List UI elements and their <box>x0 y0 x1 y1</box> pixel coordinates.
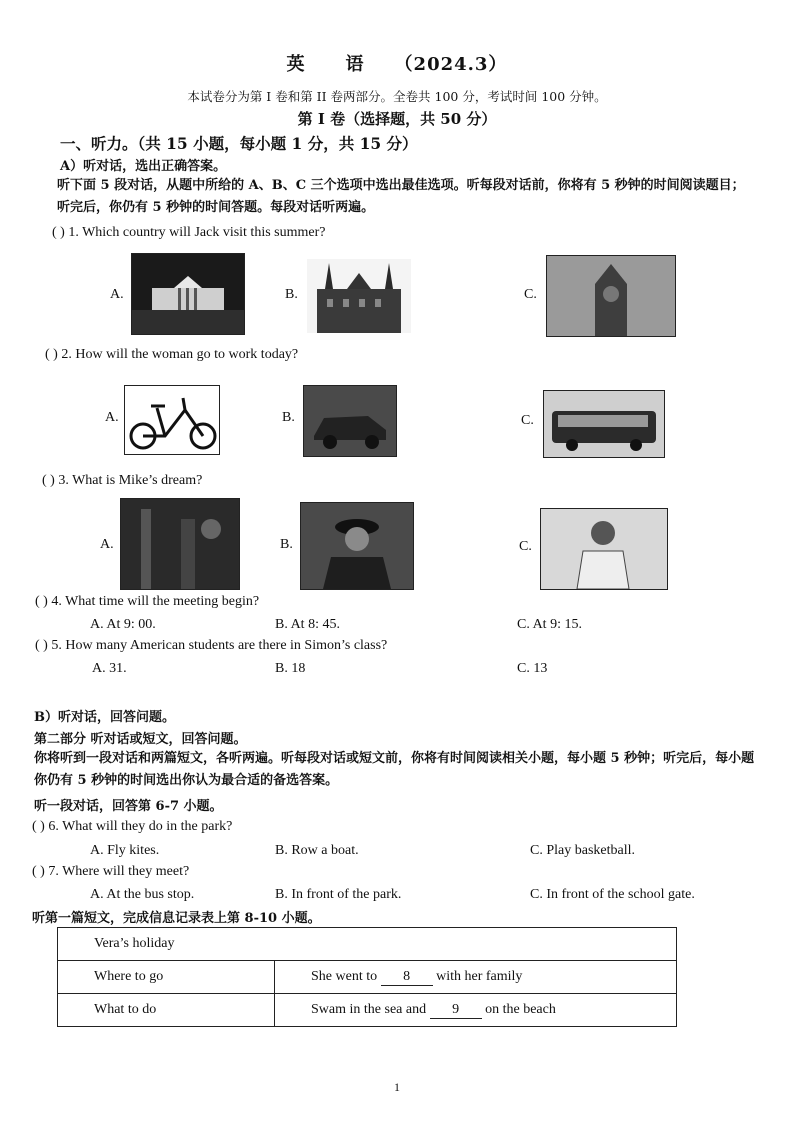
q3-option-b-label: B. <box>280 537 293 552</box>
question-1 <box>52 225 325 241</box>
row-value-cell <box>275 961 677 994</box>
q1-option-c-label: C. <box>524 287 537 302</box>
section-listening-title: 一、听力。（共 15 小题，每小题 1 分，共 15 分） <box>60 134 418 153</box>
question-6 <box>32 819 232 835</box>
part-two-title: 第二部分 听对话或短文，回答问题。 <box>34 732 247 747</box>
question-text: 3. What is Mike’s dream? <box>58 473 203 488</box>
row-suffix: with her family <box>436 968 523 984</box>
car-icon <box>304 386 396 456</box>
q3-option-c-image[interactable] <box>540 508 668 590</box>
q7-option-a[interactable]: A. At the bus stop. <box>90 887 195 902</box>
q3-option-a-label: A. <box>100 537 114 552</box>
subject-char-1: 英 <box>286 54 306 75</box>
q6-option-c[interactable]: C. Play basketball. <box>530 843 635 858</box>
info-record-table <box>57 927 677 1027</box>
answer-paren[interactable]: ( ) <box>32 819 45 834</box>
answer-paren[interactable]: ( ) <box>45 347 58 362</box>
table-row <box>58 961 677 994</box>
question-3 <box>42 473 202 489</box>
q2-option-a-image[interactable] <box>124 385 220 455</box>
bicycle-icon <box>125 386 219 454</box>
musician-photo-icon <box>121 499 239 589</box>
row-value-cell <box>275 994 677 1027</box>
row-label-cell: Where to go <box>58 961 275 994</box>
answer-blank-8[interactable]: 8 <box>381 969 433 986</box>
q1-option-a-image[interactable] <box>131 253 245 335</box>
table-header-cell: Vera’s holiday <box>58 928 677 961</box>
question-text: 4. What time will the meeting begin? <box>51 594 260 609</box>
q6-option-b[interactable]: B. Row a boat. <box>275 843 359 858</box>
question-text: 6. What will they do in the park? <box>48 819 233 834</box>
exam-intro: 本试卷分为第 I 卷和第 II 卷两部分。全卷共 100 分，考试时间 100 分钟。 <box>187 89 607 104</box>
exam-date: （2024.3） <box>394 54 508 75</box>
q2-option-b-label: B. <box>282 410 295 425</box>
exam-title <box>0 50 794 76</box>
question-5 <box>35 638 387 654</box>
police-officer-icon <box>301 503 413 589</box>
q2-option-b-image[interactable] <box>303 385 397 457</box>
big-ben-icon <box>547 256 675 336</box>
subject-char-2: 语 <box>345 54 365 75</box>
q7-option-c[interactable]: C. In front of the school gate. <box>530 887 695 902</box>
q5-option-b[interactable]: B. 18 <box>275 661 306 676</box>
q4-option-b[interactable]: B. At 8: 45. <box>275 617 340 632</box>
q2-option-c-image[interactable] <box>543 390 665 458</box>
q2-option-c-label: C. <box>521 413 534 428</box>
q1-option-b-image[interactable] <box>306 258 412 334</box>
kremlin-museum-icon <box>307 259 411 333</box>
question-text: 7. Where will they meet? <box>48 864 190 879</box>
table-row <box>58 928 677 961</box>
dialog-title: 听一段对话，回答第 6-7 小题。 <box>34 799 223 814</box>
q3-option-a-image[interactable] <box>120 498 240 590</box>
question-text: 2. How will the woman go to work today? <box>61 347 299 362</box>
q4-option-a[interactable]: A. At 9: 00. <box>90 617 156 632</box>
answer-paren[interactable]: ( ) <box>35 638 48 653</box>
answer-blank-9[interactable]: 9 <box>430 1002 482 1019</box>
q7-option-b[interactable]: B. In front of the park. <box>275 887 402 902</box>
answer-paren[interactable]: ( ) <box>32 864 45 879</box>
q3-option-b-image[interactable] <box>300 502 414 590</box>
q1-option-a-label: A. <box>110 287 124 302</box>
page-number: 1 <box>394 1080 400 1094</box>
question-text: 1. Which country will Jack visit this summer? <box>68 225 326 240</box>
part-b-instructions: 你将听到一段对话和两篇短文，各听两遍。听每段对话或短文前，你将有时间阅读相关小题，每小题 5 秒钟；听完后，每小题你仍有 5 秒钟的时间选出你认为最合适的备选答案。 <box>34 751 755 788</box>
row-prefix: Swam in the sea and <box>311 1001 427 1017</box>
volume-title: 第 I 卷（选择题，共 50 分） <box>297 110 497 128</box>
answer-paren[interactable]: ( ) <box>42 473 55 488</box>
passage-title: 听第一篇短文，完成信息记录表上第 8-10 小题。 <box>32 911 321 926</box>
q1-option-b-label: B. <box>285 287 298 302</box>
bus-icon <box>544 391 664 457</box>
part-a-title: A）听对话，选出正确答案。 <box>60 159 227 174</box>
table-row <box>58 994 677 1027</box>
question-7 <box>32 864 189 880</box>
q3-option-c-label: C. <box>519 539 532 554</box>
q1-option-c-image[interactable] <box>546 255 676 337</box>
q2-option-a-label: A. <box>105 410 119 425</box>
white-house-night-icon <box>132 254 244 334</box>
part-b-title: B）听对话，回答问题。 <box>34 710 175 725</box>
part-a-instructions: 听下面 5 段对话，从题中所给的 A、B、C 三个选项中选出最佳选项。听每段对话前，你将有 5 秒钟的时间阅读题目；听完后，你仍有 5 秒钟的时间答题。每段对话听两遍。 <box>57 178 745 215</box>
question-2 <box>45 347 298 363</box>
q5-option-c[interactable]: C. 13 <box>517 661 548 676</box>
answer-paren[interactable]: ( ) <box>35 594 48 609</box>
question-text: 5. How many American students are there in Simon’s class? <box>51 638 388 653</box>
doctor-photo-icon <box>541 509 667 589</box>
answer-paren[interactable]: ( ) <box>52 225 65 240</box>
row-suffix: on the beach <box>485 1001 556 1017</box>
q4-option-c[interactable]: C. At 9: 15. <box>517 617 582 632</box>
q5-option-a[interactable]: A. 31. <box>92 661 127 676</box>
question-4 <box>35 594 259 610</box>
row-prefix: She went to <box>311 968 378 984</box>
row-label-cell: What to do <box>58 994 275 1027</box>
q6-option-a[interactable]: A. Fly kites. <box>90 843 160 858</box>
